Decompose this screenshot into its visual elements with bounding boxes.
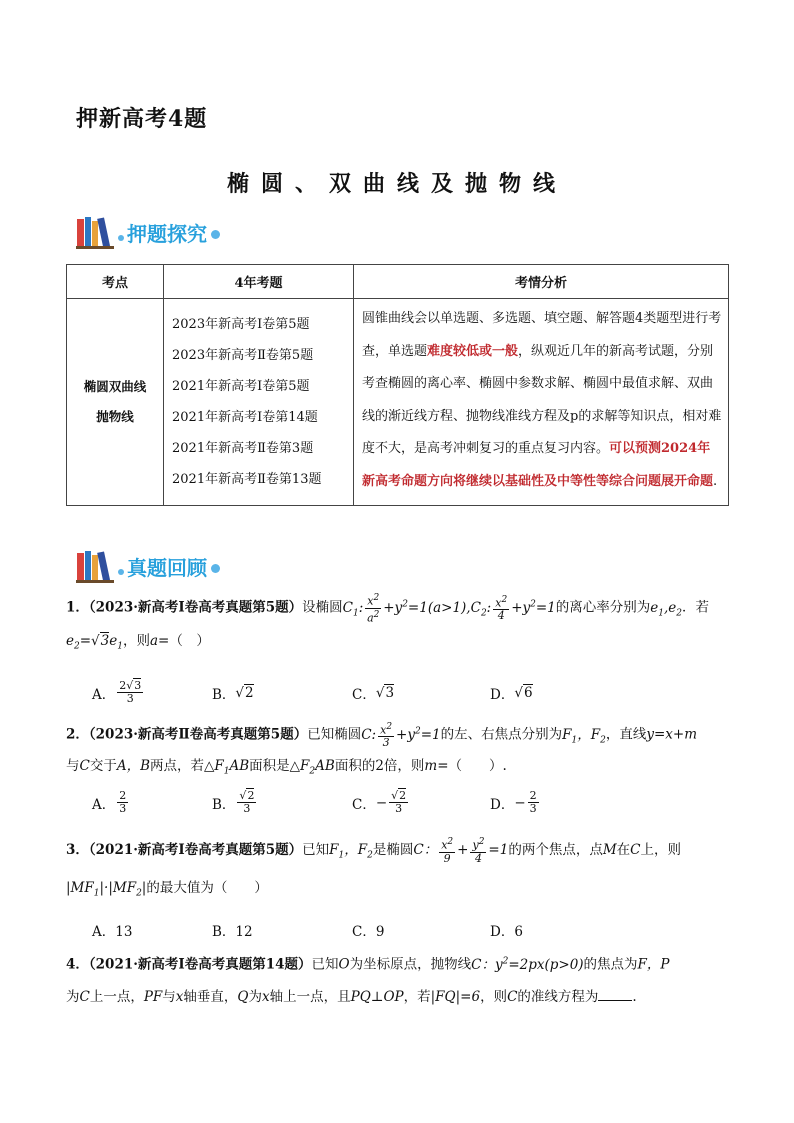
option-b	[212, 790, 352, 815]
question-text: （ ）.	[448, 758, 507, 775]
question-text: 设椭圆	[302, 599, 343, 616]
option-d	[490, 790, 620, 815]
formula: C	[79, 758, 90, 775]
question-text: 的最大值为（ ）	[146, 879, 268, 896]
analysis-text: .	[713, 473, 718, 489]
option-label: A．	[92, 686, 116, 703]
formula: C: $\frac{x^2}{3}$ $+y^2=1$	[361, 721, 441, 750]
formula: $C_1$: $\frac{x^2}{a^2}$ $+y^2=1(a>1),C_2$: $\frac{x^2}{4}$ $+y^2=1$	[342, 593, 556, 625]
formula: $\triangle F_2AB$	[289, 758, 335, 777]
formula: m=	[424, 758, 449, 775]
topic-cell	[67, 299, 164, 506]
question-source: （2021·新高考Ⅰ卷高考真题第5题）	[88, 841, 303, 858]
question-text: ，直线	[605, 726, 647, 743]
question-text: ．若	[682, 599, 710, 616]
formula: C	[507, 988, 518, 1005]
option-d	[490, 680, 620, 705]
header-title: 押新高考4题	[76, 106, 208, 132]
dot-large	[211, 230, 220, 239]
option-c	[352, 920, 490, 940]
formula: √6	[514, 684, 533, 701]
formula: √2	[235, 684, 254, 701]
section-label: 真题回顾	[127, 555, 207, 580]
table-row	[67, 299, 729, 506]
option-label: A．13	[92, 924, 133, 940]
formula: F，P	[637, 956, 670, 973]
analysis-text: ，纵观近几年的新高考试题，分别考查椭圆的离心率、椭圆中参数求解、椭圆中最值求解、双曲线的渐近线方程、抛物线准线方程及p的求解等知识点，相对难度不大，是高考冲刺复习的重点复习内容。	[362, 343, 722, 456]
option-b	[212, 680, 352, 705]
analysis-cell	[354, 299, 729, 506]
question-text: 的离心率分别为	[555, 599, 651, 616]
question-text: 的两个焦点，点	[508, 841, 603, 858]
question-number: 1．	[66, 599, 89, 616]
question-text: 的焦点为	[583, 956, 638, 973]
formula: |FQ|=6	[430, 988, 481, 1005]
question-number: 2．	[66, 726, 89, 743]
question-text: （ ）	[169, 633, 210, 650]
years-cell	[164, 299, 354, 506]
formula: $F_1$，$F_2$	[562, 726, 606, 746]
formula: M	[602, 841, 617, 858]
question-text: 与	[162, 988, 176, 1005]
question-text: 与	[66, 758, 80, 775]
option-label: A．	[92, 796, 116, 813]
formula: C	[79, 988, 90, 1005]
formula: a=	[149, 633, 170, 650]
question-source: （2021·新高考Ⅰ卷高考真题第14题）	[88, 956, 312, 973]
question-text: 交于	[89, 758, 117, 775]
formula: $|MF_1|\cdot|MF_2|$	[66, 879, 147, 899]
question-text: 已知	[311, 956, 339, 973]
option-label: D．	[490, 686, 515, 703]
year-item: 2021年新高考Ⅱ卷第13题	[172, 472, 322, 487]
option-label: B．	[212, 796, 236, 813]
books-icon	[76, 215, 116, 249]
table-header: 4年考题	[164, 265, 354, 299]
question-text: 在	[616, 841, 631, 858]
section-label: 押题探究	[127, 221, 207, 246]
formula: O	[338, 956, 350, 973]
table-header: 考情分析	[354, 265, 729, 299]
formula: −	[514, 794, 526, 811]
question-text: 上，则	[640, 841, 681, 858]
option-label: C．	[352, 686, 376, 703]
question-number: 4．	[66, 956, 89, 973]
option-b	[212, 920, 352, 940]
question-number: 3．	[66, 841, 89, 858]
question-2	[66, 720, 736, 783]
question-text: ，则	[480, 988, 508, 1005]
question-text: 的左、右焦点分别为	[440, 726, 563, 743]
option-label: D．	[490, 796, 515, 813]
option-c	[352, 790, 490, 815]
question-source: （2023·新高考Ⅰ卷高考真题第5题）	[88, 599, 303, 616]
formula: x	[175, 988, 184, 1005]
question-text: ，若	[403, 988, 431, 1005]
formula: Q	[237, 988, 249, 1005]
question-text: 的准线方程为	[517, 988, 599, 1005]
analysis-text: 圆锥曲线会以单选题、多选题、填空题、解答题4类题型进行考查，单选题	[362, 311, 722, 359]
formula: $\frac{√2}{3}$	[391, 789, 407, 815]
table-header: 考点	[67, 265, 164, 299]
analysis-highlight: 可以预测2024年新高考命题方向将继续以基础性及中等性等综合问题展开命题	[362, 441, 714, 489]
formula: $e_2=√3e_1$	[66, 633, 123, 653]
formula: −	[375, 794, 388, 811]
question-2-options	[92, 790, 712, 815]
page-title: 椭圆、双曲线及抛物线	[226, 171, 567, 197]
question-text: 为	[248, 988, 262, 1005]
formula: $e_1,e_2$	[650, 599, 683, 619]
year-item: 2021年新高考Ⅱ卷第3题	[172, 441, 314, 456]
formula: x	[262, 988, 270, 1005]
question-text: 为	[66, 988, 80, 1005]
table-header-row	[67, 265, 729, 299]
question-text: 已知	[302, 841, 330, 858]
question-3	[66, 836, 736, 904]
option-a	[92, 920, 212, 940]
question-1-options	[92, 680, 712, 705]
year-item: 2023年新高考Ⅱ卷第5题	[172, 348, 314, 363]
formula: A，B	[116, 758, 151, 775]
option-a	[92, 790, 212, 815]
topic-line: 抛物线	[96, 409, 134, 424]
question-source: （2023·新高考Ⅱ卷高考真题第5题）	[88, 726, 308, 743]
question-text: 上一点，	[89, 988, 144, 1005]
formula: C：$y^2=2px(p>0)$	[471, 956, 584, 973]
option-label: C．	[352, 796, 376, 813]
question-3-options	[92, 920, 712, 940]
year-item: 2021年新高考Ⅰ卷第14题	[172, 410, 318, 425]
question-1	[66, 592, 736, 658]
option-c	[352, 680, 490, 705]
question-text: 是椭圆	[372, 841, 414, 858]
topic-line: 椭圆双曲线	[83, 379, 147, 394]
dot-large	[211, 564, 220, 573]
dot-small	[118, 569, 124, 575]
option-d	[490, 920, 620, 940]
formula: $\triangle F_1AB$	[204, 758, 250, 777]
option-a	[92, 680, 212, 705]
question-text: 轴上一点，且	[269, 988, 351, 1005]
formula: √3	[375, 684, 395, 701]
year-item: 2021年新高考Ⅰ卷第5题	[172, 379, 310, 394]
formula: $\frac{√2}{3}$	[239, 789, 255, 815]
option-label: C．9	[352, 924, 385, 940]
formula: $\frac{2√3}{3}$	[119, 679, 142, 705]
question-text: 已知椭圆	[307, 726, 362, 743]
question-text: 面积是	[249, 758, 290, 775]
question-4: 4．（2021·新高考Ⅰ卷高考真题第14题）已知O为坐标原点，抛物线C：$y^2=2px(p>0)$的焦点为F，P 为C上一点，PF与x轴垂直，Q为x轴上一点，且PQ⊥OP，若|FQ|=6，则C的准线方程为 .	[66, 956, 670, 1005]
option-label: B．12	[212, 924, 253, 940]
question-text: 轴垂直，	[183, 988, 238, 1005]
formula: $F_1$，$F_2$	[329, 841, 373, 861]
question-text: 两点，若	[150, 758, 205, 775]
answer-blank	[598, 1000, 632, 1001]
year-item: 2023年新高考Ⅰ卷第5题	[172, 317, 310, 332]
exam-table	[66, 264, 729, 506]
question-text: ，则	[122, 633, 150, 650]
formula: PF	[143, 988, 163, 1005]
question-text: 面积的2倍，则	[334, 758, 425, 775]
formula: C	[630, 841, 641, 858]
formula: y=x+m	[646, 726, 698, 743]
formula: $\frac{2}{3}$	[119, 789, 127, 815]
question-text: 为坐标原点，抛物线	[349, 956, 472, 973]
option-label: B．	[212, 686, 236, 703]
formula: C： $\frac{x^2}{9}$ + $\frac{y^2}{4}$ =1	[413, 837, 509, 865]
section-heading-explore	[76, 214, 220, 250]
section-heading-review	[76, 548, 220, 584]
option-label: D．6	[490, 924, 523, 940]
analysis-highlight: 难度较低或一般	[427, 343, 519, 359]
books-icon	[76, 549, 116, 583]
formula: $\frac{2}{3}$	[529, 789, 537, 815]
dot-small	[118, 235, 124, 241]
formula: PQ⊥OP	[350, 988, 404, 1005]
